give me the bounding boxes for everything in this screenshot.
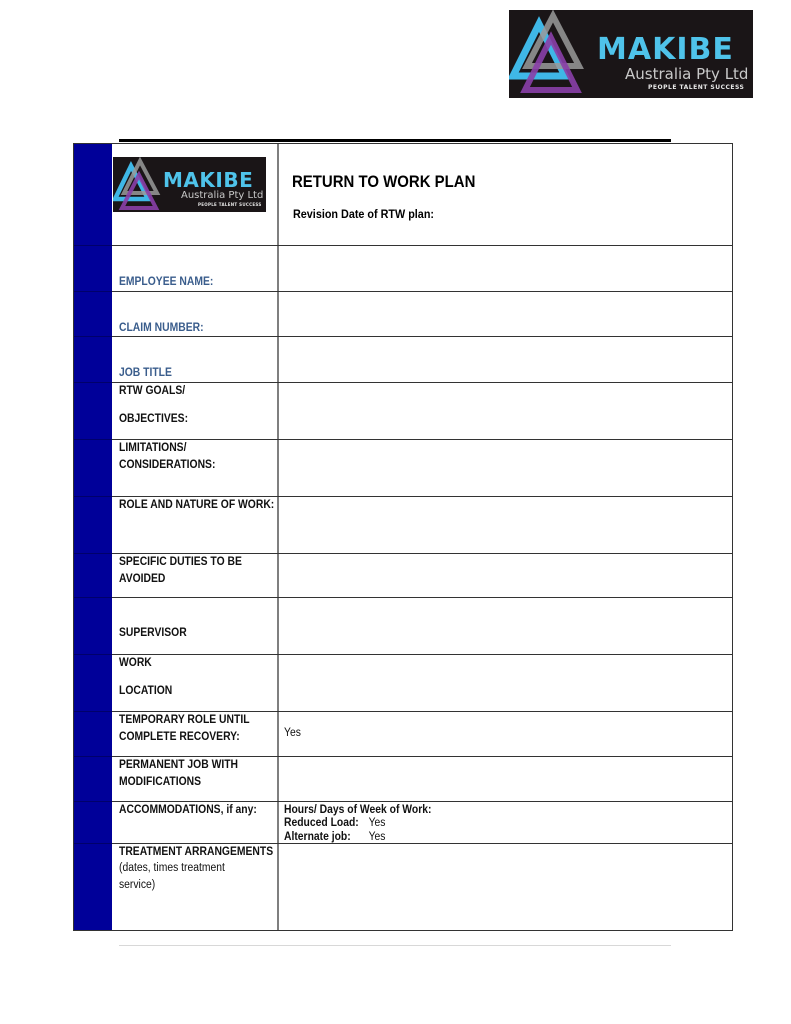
work-location-label-line2: LOCATION <box>119 685 173 697</box>
row-permanent-job <box>112 756 732 801</box>
reduced-load-value[interactable]: Yes <box>368 817 386 829</box>
limitations-field[interactable] <box>284 444 536 484</box>
employee-name-label: EMPLOYEE NAME: <box>119 276 214 288</box>
treatment-label-line1: TREATMENT ARRANGEMENTS <box>119 846 274 858</box>
accommodations-label: ACCOMMODATIONS, if any: <box>119 804 257 816</box>
row-specific-duties <box>112 553 732 597</box>
employee-name-field[interactable] <box>284 262 536 282</box>
form-header-row <box>112 144 732 245</box>
limitations-label-line1: LIMITATIONS/ <box>119 442 187 454</box>
temporary-role-value[interactable]: Yes <box>284 727 301 739</box>
claim-number-label: CLAIM NUMBER: <box>119 322 204 334</box>
company-logo-form <box>113 157 266 212</box>
row-rtw-goals <box>112 382 732 439</box>
logo-brand-text: MAKIBE <box>163 168 254 192</box>
rtw-goals-label-line1: RTW GOALS/ <box>119 385 186 397</box>
blue-side-band <box>74 144 112 930</box>
logo-tagline: PEOPLE TALENT SUCCESS <box>198 202 262 207</box>
temporary-role-label-line2: COMPLETE RECOVERY: <box>119 731 240 743</box>
job-title-field[interactable] <box>284 353 536 373</box>
revision-date-label: Revision Date of RTW plan: <box>293 207 435 221</box>
row-work-location <box>112 654 732 711</box>
row-supervisor <box>112 597 732 654</box>
top-rule <box>119 139 671 142</box>
row-temporary-role <box>112 711 732 756</box>
alternate-job-value[interactable]: Yes <box>368 831 386 843</box>
hours-days-line <box>284 803 431 817</box>
specific-duties-label-line1: SPECIFIC DUTIES TO BE <box>119 556 242 568</box>
permanent-job-label-line1: PERMANENT JOB WITH <box>119 759 239 771</box>
row-treatment-arrangements <box>112 843 732 932</box>
alternate-job-line <box>284 830 410 844</box>
row-employee-name <box>112 245 732 291</box>
supervisor-field[interactable] <box>284 614 536 644</box>
row-role-nature <box>112 496 732 553</box>
rtw-goals-field[interactable] <box>284 387 536 427</box>
work-location-field[interactable] <box>284 659 536 699</box>
treatment-field[interactable] <box>284 848 536 918</box>
rtw-goals-label-line2: OBJECTIVES: <box>119 413 189 425</box>
job-title-label: JOB TITLE <box>119 367 172 379</box>
limitations-label-line2: CONSIDERATIONS: <box>119 459 216 471</box>
reduced-load-line <box>284 816 410 830</box>
permanent-job-field[interactable] <box>284 761 536 795</box>
role-nature-label: ROLE AND NATURE OF WORK: <box>119 499 275 511</box>
rtw-plan-form <box>73 143 733 931</box>
work-location-label-line1: WORK <box>119 657 152 669</box>
row-limitations <box>112 439 732 496</box>
claim-number-field[interactable] <box>284 308 536 328</box>
hours-days-label: Hours/ Days of Week of Work: <box>284 804 432 816</box>
logo-subtitle: Australia Pty Ltd <box>625 65 749 83</box>
reduced-load-label: Reduced Load: <box>284 817 359 829</box>
form-title: RETURN TO WORK PLAN <box>292 172 476 191</box>
logo-tagline: PEOPLE TALENT SUCCESS <box>648 84 745 91</box>
alternate-job-label: Alternate job: <box>284 831 351 843</box>
specific-duties-field[interactable] <box>284 558 536 592</box>
logo-brand-text: MAKIBE <box>597 32 734 67</box>
bottom-rule <box>119 945 671 946</box>
triangle-logo-icon <box>509 10 609 98</box>
temporary-role-label-line1: TEMPORARY ROLE UNTIL <box>119 714 250 726</box>
logo-subtitle: Australia Pty Ltd <box>181 190 264 201</box>
permanent-job-label-line2: MODIFICATIONS <box>119 776 202 788</box>
role-nature-field[interactable] <box>284 501 536 541</box>
treatment-label-line2: (dates, times treatment <box>119 862 225 874</box>
row-accommodations <box>112 801 732 843</box>
row-claim-number <box>112 291 732 336</box>
supervisor-label: SUPERVISOR <box>119 627 187 639</box>
specific-duties-label-line2: AVOIDED <box>119 573 166 585</box>
row-job-title <box>112 336 732 382</box>
company-logo-header <box>509 10 753 98</box>
treatment-label-line3: service) <box>119 879 156 891</box>
